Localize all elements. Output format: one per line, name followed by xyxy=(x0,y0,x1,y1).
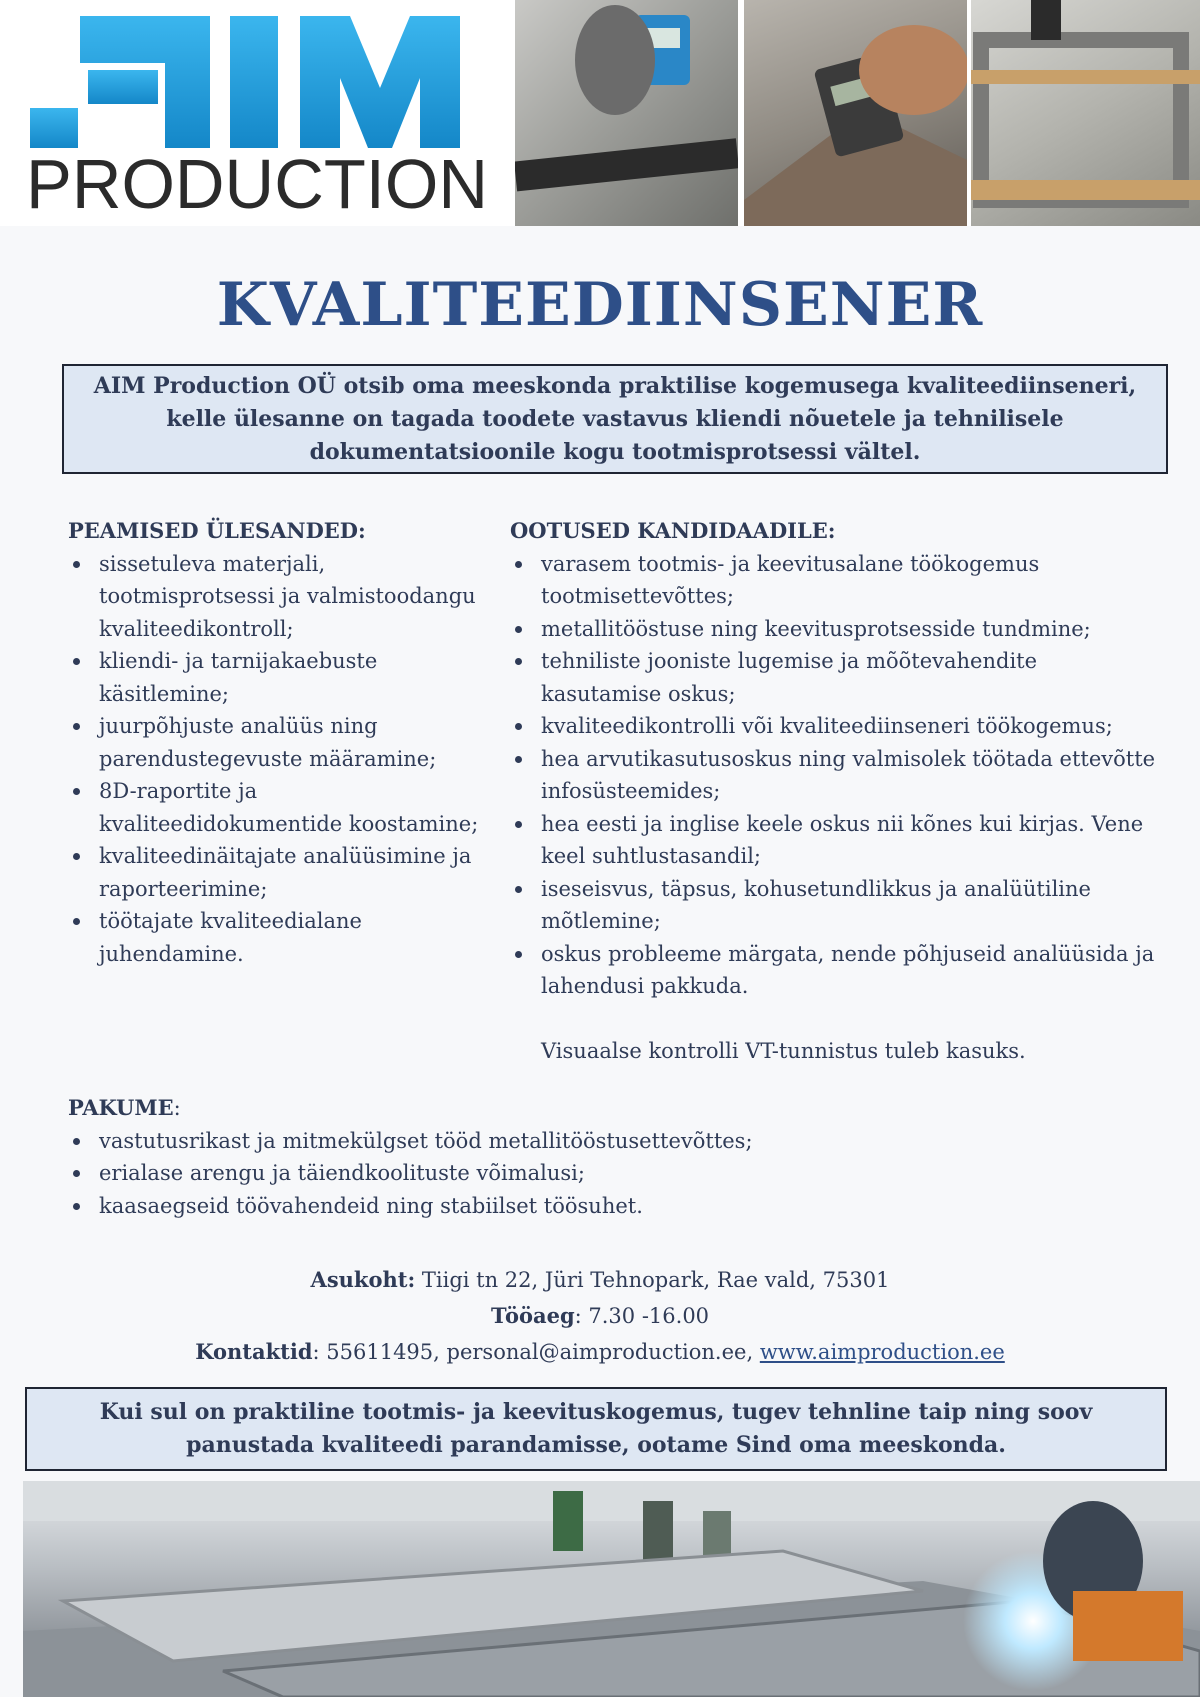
list-item: kliendi- ja tarnijakaebuste käsitlemine; xyxy=(68,645,498,710)
call-to-action-box xyxy=(25,1387,1167,1471)
contact-block xyxy=(0,1262,1200,1370)
hours-line: Tööaeg: 7.30 -16.00 xyxy=(490,1303,710,1328)
list-item: erialase arengu ja täiendkoolituste võimalusi; xyxy=(68,1157,1168,1190)
logo-text: PRODUCTION xyxy=(26,145,488,218)
offer-list xyxy=(68,1125,1168,1223)
list-item: oskus probleeme märgata, nende põhjuseid analüüsida ja lahendusi pakkuda. xyxy=(510,938,1160,1003)
intro-text: AIM Production OÜ otsib oma meeskonda praktilise kogemusega kvaliteediinseneri, kelle ülesanne on tagada toodete vastavus kliendi nõuetele ja tehnilisele dokumentatsioonile kogu tootmisprotsessi vältel. xyxy=(93,372,1137,465)
list-item: vastutusrikast ja mitmekülgset tööd metallitööstusettevõttes; xyxy=(68,1125,1168,1158)
list-item: metallitööstuse ning keevitusprotsesside tundmine; xyxy=(510,613,1160,646)
certificate-note: Visuaalse kontrolli VT-tunnistus tuleb kasuks. xyxy=(541,1039,1026,1063)
list-item: kvaliteedinäitajate analüüsimine ja raporteerimine; xyxy=(68,840,498,905)
photo-measurement-device xyxy=(515,0,738,226)
list-item: tehniliste jooniste lugemise ja mõõtevahendite kasutamise oskus; xyxy=(510,645,1160,710)
intro-box xyxy=(62,364,1168,474)
page-title: KVALITEEDIINSENER xyxy=(216,270,984,340)
website-link[interactable]: www.aimproduction.ee xyxy=(759,1340,1005,1364)
photo-frame-inspection xyxy=(971,0,1200,226)
expectations-title: OOTUSED KANDIDAADILE: xyxy=(510,518,836,543)
photo-welding-workshop xyxy=(23,1481,1200,1697)
expectations-section xyxy=(510,515,1160,1068)
list-item: iseseisvus, täpsus, kohusetundlikkus ja analüütiline mõtlemine; xyxy=(510,873,1160,938)
list-item: töötajate kvaliteedialane juhendamine. xyxy=(68,905,498,970)
photo-caliper-measurement xyxy=(744,0,967,226)
aim-production-logo xyxy=(20,8,500,218)
list-item: varasem tootmis- ja keevitusalane töökogemus tootmisettevõttes; xyxy=(510,548,1160,613)
tasks-list xyxy=(68,548,498,971)
location-line: Asukoht: Tiigi tn 22, Jüri Tehnopark, Rae vald, 75301 xyxy=(310,1267,890,1292)
cta-text: Kui sul on praktiline tootmis- ja keevituskogemus, tugev tehnline taip ning soov panustada kvaliteedi parandamisse, ootame Sind oma meeskonda. xyxy=(99,1399,1093,1458)
list-item: 8D-raportite ja kvaliteedidokumentide koostamine; xyxy=(68,775,498,840)
tasks-section xyxy=(68,515,498,970)
list-item: kvaliteedikontrolli või kvaliteediinseneri töökogemus; xyxy=(510,710,1160,743)
list-item: sissetuleva materjali, tootmisprotsessi ja valmistoodangu kvaliteedikontroll; xyxy=(68,548,498,646)
tasks-title: PEAMISED ÜLESANDED: xyxy=(68,518,366,543)
offer-section xyxy=(68,1092,1168,1222)
offer-title: PAKUME: xyxy=(68,1095,181,1120)
list-item: hea arvutikasutusoskus ning valmisolek töötada ettevõtte infosüsteemides; xyxy=(510,743,1160,808)
expectations-list xyxy=(510,548,1160,1003)
list-item: juurpõhjuste analüüs ning parendustegevuste määramine; xyxy=(68,710,498,775)
header-banner xyxy=(0,0,1200,226)
list-item: kaasaegseid töövahendeid ning stabiilset töösuhet. xyxy=(68,1190,1168,1223)
list-item: hea eesti ja inglise keele oskus nii kõnes kui kirjas. Vene keel suhtlustasandil; xyxy=(510,808,1160,873)
contacts-line: Kontaktid: 55611495, personal@aimproduction.ee, www.aimproduction.ee xyxy=(195,1339,1005,1364)
